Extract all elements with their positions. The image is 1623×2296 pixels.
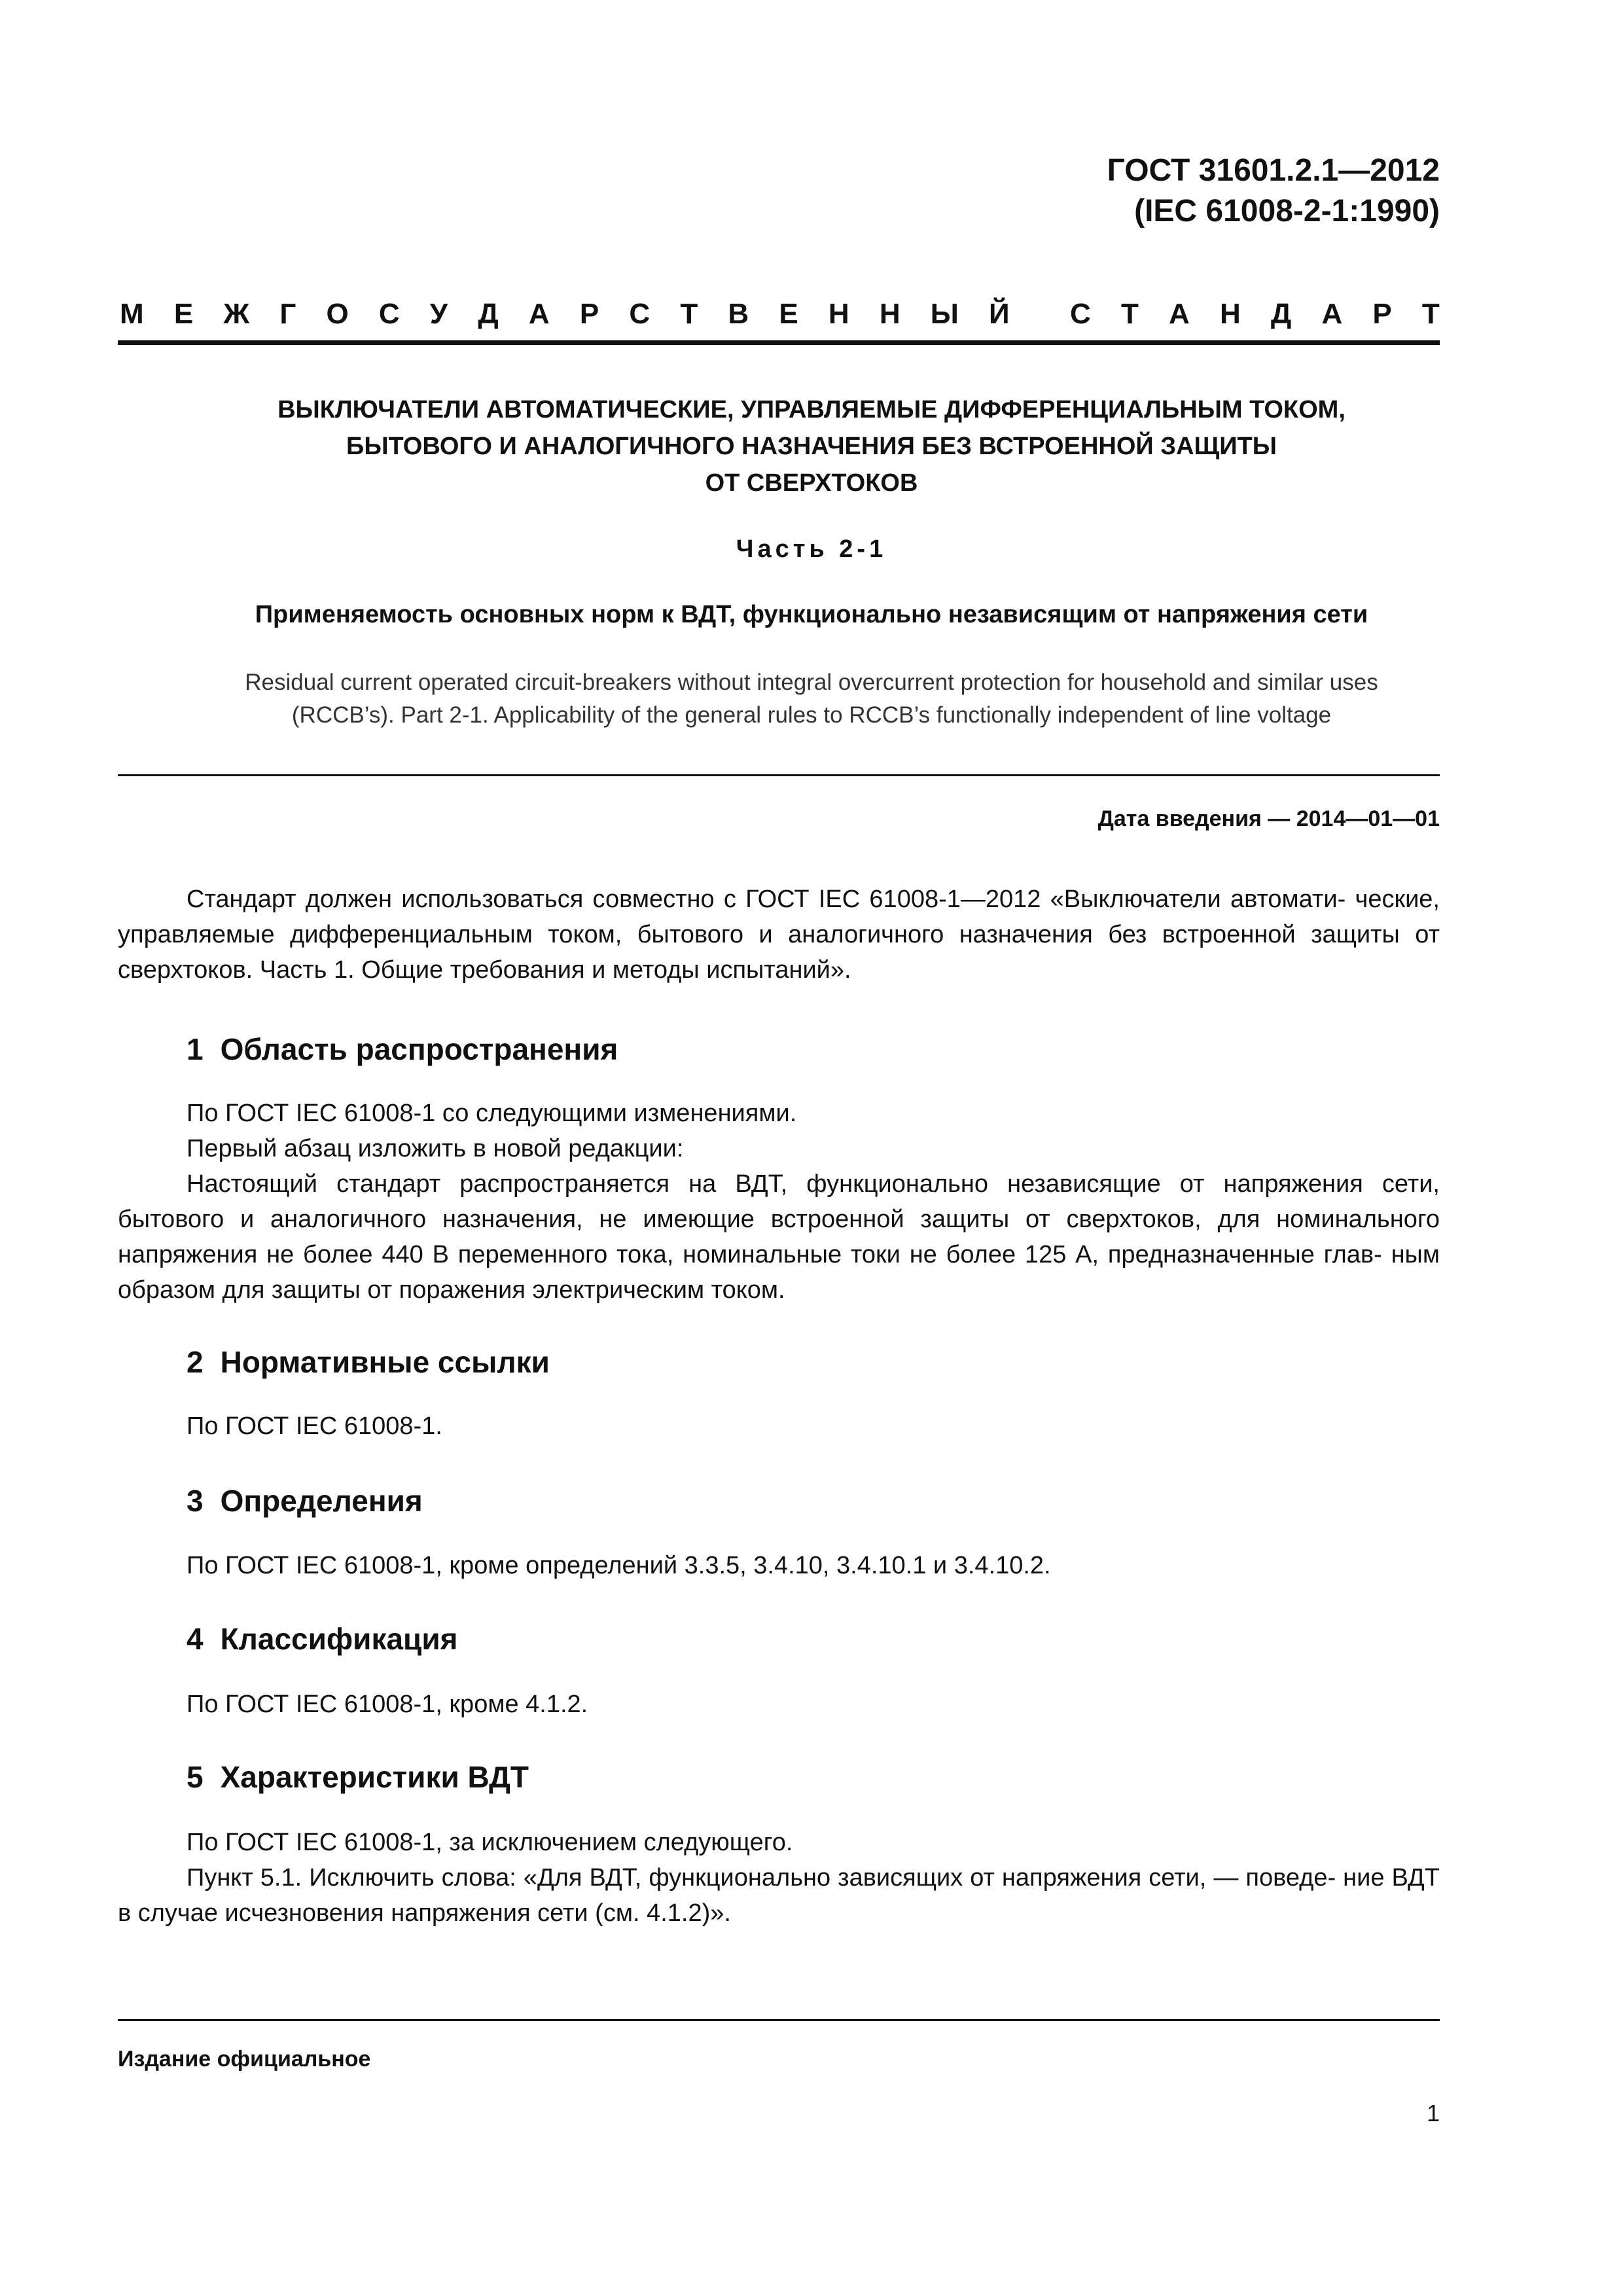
standard-type-letter: У bbox=[429, 298, 448, 330]
paragraph: По ГОСТ IEC 61008-1 со следующими изменениями. bbox=[187, 1100, 797, 1127]
iec-code: (IEC 61008-2-1:1990) bbox=[1134, 194, 1440, 228]
standard-type-letter: А bbox=[528, 298, 550, 330]
introduction-date: Дата введения — 2014—01—01 bbox=[1097, 806, 1440, 831]
section-body bbox=[118, 1096, 1440, 1308]
paragraph: Первый абзац изложить в новой редакции: bbox=[187, 1135, 684, 1162]
section-title: Нормативные ссылки bbox=[220, 1345, 550, 1379]
section-heading bbox=[187, 1759, 529, 1795]
section-title: Область распространения bbox=[220, 1032, 618, 1066]
standard-type-letter: В bbox=[728, 298, 749, 330]
part-label: Часть 2-1 bbox=[736, 535, 887, 563]
intro-paragraph bbox=[118, 882, 1440, 988]
standard-type-letter: Й bbox=[989, 298, 1010, 330]
standard-type-letter: Е bbox=[173, 298, 194, 330]
title-divider bbox=[118, 774, 1440, 776]
paragraph: По ГОСТ IEC 61008-1, кроме определений 3.3.5, 3.4.10, 3.4.10.1 и 3.4.10.2. bbox=[187, 1552, 1051, 1579]
paragraph: По ГОСТ IEC 61008-1. bbox=[187, 1412, 442, 1440]
paragraph: По ГОСТ IEC 61008-1, за исключением следующего. bbox=[187, 1829, 793, 1856]
section-body bbox=[118, 1825, 1440, 1931]
standard-type-letter: О bbox=[326, 298, 349, 330]
section-number: 2 bbox=[187, 1345, 204, 1379]
title-line: ОТ СВЕРХТОКОВ bbox=[705, 469, 918, 497]
title-line: ВЫКЛЮЧАТЕЛИ АВТОМАТИЧЕСКИЕ, УПРАВЛЯЕМЫЕ ДИФФЕРЕНЦИАЛЬНЫМ ТОКОМ, bbox=[277, 396, 1346, 423]
paragraph: По ГОСТ IEC 61008-1, кроме 4.1.2. bbox=[187, 1691, 588, 1718]
standard-type-letter: Р bbox=[579, 298, 599, 330]
section-body bbox=[118, 1548, 1440, 1583]
standard-type-letter: С bbox=[629, 298, 651, 330]
section-title: Характеристики ВДТ bbox=[220, 1760, 529, 1794]
standard-code-block bbox=[1107, 151, 1440, 232]
standard-type-letter: Т bbox=[1421, 298, 1440, 330]
section-body bbox=[118, 1687, 1440, 1722]
section-heading bbox=[187, 1031, 618, 1067]
standard-type-letter: Т bbox=[1120, 298, 1139, 330]
paragraph: Пункт 5.1. Исключить слова: «Для ВДТ, функционально зависящих от напряжения сети, — поведе- ние ВДТ в случае исчезновения напряжения сети (см. 4.1.2)». bbox=[118, 1864, 1440, 1927]
standard-type-letter: Ж bbox=[223, 298, 250, 330]
section-heading bbox=[187, 1344, 550, 1380]
standard-code: ГОСТ 31601.2.1—2012 bbox=[1107, 153, 1440, 188]
paragraph: Стандарт должен использоваться совместно с ГОСТ IEC 61008-1—2012 «Выключатели автомати- ческие, управляемые дифференциальным током, бытового и аналогичного назначения без встроенной защиты от сверхтоков. Часть 1. Общие требования и методы испытаний». bbox=[118, 886, 1440, 984]
section-body bbox=[118, 1408, 1440, 1444]
standard-type-letter: С bbox=[378, 298, 400, 330]
standard-type-letter: Т bbox=[680, 298, 698, 330]
standard-type-letter: М bbox=[120, 298, 144, 330]
standard-type-letter: Н bbox=[879, 298, 901, 330]
standard-type-letter: Н bbox=[1219, 298, 1241, 330]
standard-type-heading bbox=[120, 298, 1440, 331]
standard-type-letter: С bbox=[1069, 298, 1091, 330]
english-title-line: (RCCB’s). Part 2-1. Applicability of the general rules to RCCB’s functionally independent of line voltage bbox=[291, 702, 1332, 728]
standard-type-letter: Ы bbox=[930, 298, 959, 330]
section-title: Определения bbox=[220, 1484, 423, 1518]
paragraph: Настоящий стандарт распространяется на ВДТ, функционально независящие от напряжения сети, бытового и аналогичного назначения, не имеющие встроенной защиты от сверхтоков, для номинального напряжения не более 440 В переменного тока, номинальные токи не более 125 А, предназначенные глав- ным образом для защиты от поражения электрическим током. bbox=[118, 1170, 1440, 1304]
english-title bbox=[118, 666, 1505, 732]
document-subtitle: Применяемость основных норм к ВДТ, функционально независящим от напряжения сети bbox=[255, 601, 1368, 628]
section-title: Классификация bbox=[220, 1622, 458, 1656]
section-number: 1 bbox=[187, 1032, 204, 1066]
english-title-line: Residual current operated circuit-breakers without integral overcurrent protection for household and similar uses bbox=[245, 670, 1378, 695]
section-heading bbox=[187, 1483, 423, 1518]
section-number: 4 bbox=[187, 1622, 204, 1656]
footer-divider bbox=[118, 2019, 1440, 2021]
standard-type-letter: Д bbox=[1270, 298, 1292, 330]
standard-type-letter: А bbox=[1169, 298, 1190, 330]
standard-type-letter: Д bbox=[478, 298, 499, 330]
page-number: 1 bbox=[1426, 2100, 1440, 2126]
section-heading bbox=[187, 1621, 457, 1657]
standard-type-letter: Е bbox=[779, 298, 798, 330]
section-number: 5 bbox=[187, 1760, 204, 1794]
standard-type-letter: Р bbox=[1372, 298, 1392, 330]
title-line: БЫТОВОГО И АНАЛОГИЧНОГО НАЗНАЧЕНИЯ БЕЗ ВСТРОЕННОЙ ЗАЩИТЫ bbox=[346, 433, 1277, 460]
standard-type-letter: Г bbox=[279, 298, 296, 330]
document-title bbox=[118, 391, 1505, 501]
standard-type-letter: А bbox=[1321, 298, 1343, 330]
standard-type-letter: Н bbox=[828, 298, 849, 330]
header-divider bbox=[118, 340, 1440, 345]
official-edition-label: Издание официальное bbox=[118, 2047, 371, 2072]
section-number: 3 bbox=[187, 1484, 204, 1518]
